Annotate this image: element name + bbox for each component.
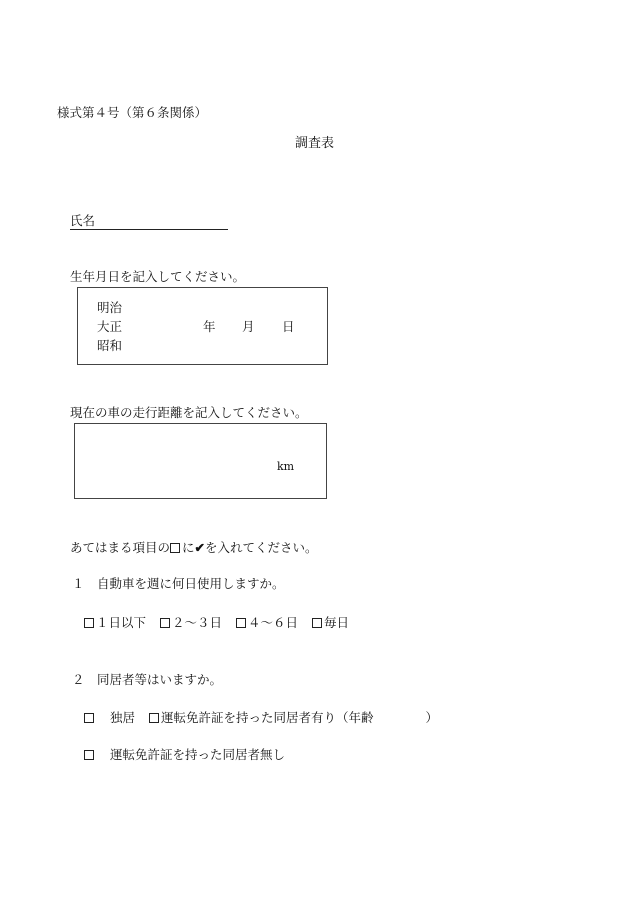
checkbox-icon[interactable] <box>236 618 246 628</box>
option-label: ４～６日 <box>248 615 299 630</box>
checkbox-icon[interactable] <box>84 750 94 760</box>
page-title: 調査表 <box>295 136 335 151</box>
name-field-line[interactable] <box>70 229 228 230</box>
option-label: 毎日 <box>324 615 350 630</box>
era-showa-label: 昭和 <box>97 338 123 353</box>
form-number: 様式第４号（第６条関係） <box>57 105 208 120</box>
checkbox-icon[interactable] <box>160 618 170 628</box>
birth-question-prompt: 生年月日を記入してください。 <box>70 269 246 284</box>
option-label: ２～３日 <box>172 615 223 630</box>
checkbox-icon[interactable] <box>312 618 322 628</box>
option-1-day-or-less[interactable] <box>84 617 146 630</box>
checkmark-icon: ✔ <box>194 540 206 555</box>
checkbox-icon[interactable] <box>84 713 94 723</box>
instruction-text <box>70 542 318 555</box>
option-4-6-days[interactable] <box>236 617 298 630</box>
question1-options <box>84 617 363 630</box>
month-unit-label: 月 <box>242 319 255 334</box>
question1-number: １ <box>72 576 85 591</box>
checkbox-icon[interactable] <box>149 713 159 723</box>
km-unit-label: km <box>277 460 295 473</box>
instruction-middle: に <box>182 540 195 555</box>
option-with-licensed-close: ） <box>425 710 439 725</box>
era-taisho-label: 大正 <box>97 319 123 334</box>
question1-text: 自動車を週に何日使用しますか。 <box>97 576 285 591</box>
question2-option-row-2 <box>84 749 285 762</box>
question2-option-row-1 <box>84 712 438 725</box>
mileage-question-prompt: 現在の車の走行距離を記入してください。 <box>70 405 308 420</box>
name-label: 氏名 <box>70 213 96 228</box>
option-alone-label: 独居 <box>110 710 136 725</box>
option-with-licensed-label: 運転免許証を持った同居者有り（年齢 <box>161 710 374 725</box>
checkbox-icon <box>170 543 180 553</box>
instruction-after: を入れてください。 <box>205 540 318 555</box>
day-unit-label: 日 <box>282 319 295 334</box>
era-meiji-label: 明治 <box>97 300 123 315</box>
question2-text: 同居者等はいますか。 <box>97 672 223 687</box>
checkbox-icon[interactable] <box>84 618 94 628</box>
option-every-day[interactable] <box>312 617 349 630</box>
instruction-before: あてはまる項目の <box>70 540 171 555</box>
option-2-3-days[interactable] <box>160 617 222 630</box>
year-unit-label: 年 <box>203 319 216 334</box>
option-label: １日以下 <box>96 615 147 630</box>
question2-number: ２ <box>72 672 85 687</box>
option-without-licensed-label: 運転免許証を持った同居者無し <box>110 747 286 762</box>
